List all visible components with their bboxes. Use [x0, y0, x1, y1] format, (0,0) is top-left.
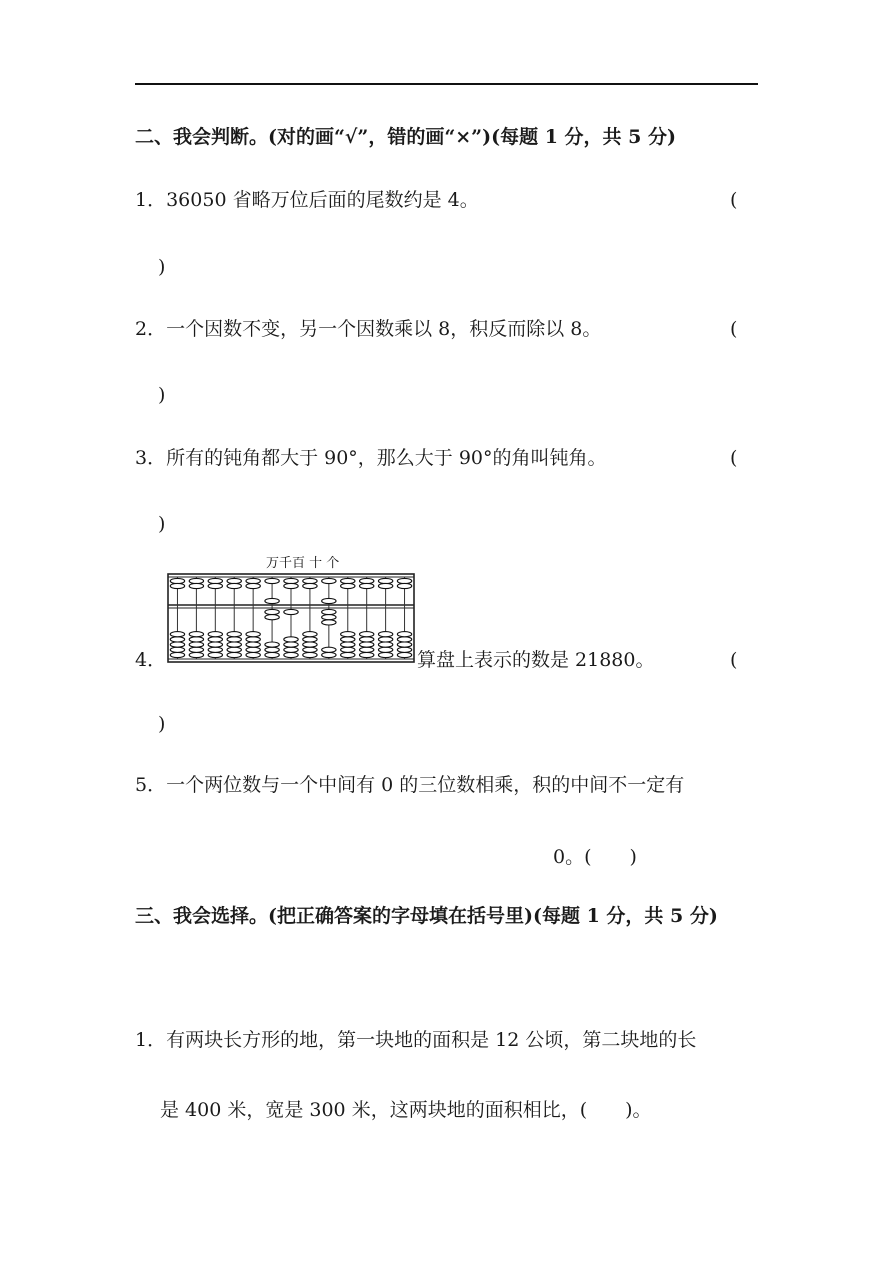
abacus-lower-bead: [208, 632, 222, 637]
abacus-lower-bead: [227, 652, 241, 657]
question-1-open-paren[interactable]: (: [730, 189, 738, 211]
abacus-lower-bead: [341, 652, 355, 657]
abacus-lower-bead: [303, 637, 317, 642]
abacus-lower-bead: [341, 637, 355, 642]
abacus-lower-bead: [208, 647, 222, 652]
question-4-number: 4．: [135, 649, 167, 671]
abacus-upper-bead: [284, 583, 298, 588]
abacus-upper-bead: [227, 578, 241, 583]
abacus-lower-bead: [246, 652, 260, 657]
abacus-upper-bead: [397, 578, 411, 583]
abacus-lower-bead-active: [322, 609, 336, 614]
abacus-lower-bead: [378, 632, 392, 637]
abacus-lower-bead: [378, 652, 392, 657]
abacus-upper-bead: [189, 583, 203, 588]
abacus-lower-bead: [303, 642, 317, 647]
abacus-lower-bead: [303, 632, 317, 637]
abacus-upper-bead: [322, 598, 336, 603]
abacus-lower-bead: [303, 647, 317, 652]
abacus-lower-bead: [170, 632, 184, 637]
abacus-lower-bead: [322, 652, 336, 657]
abacus-lower-bead: [284, 647, 298, 652]
abacus-lower-bead: [397, 647, 411, 652]
abacus-upper-bead: [189, 578, 203, 583]
abacus-upper-bead: [303, 583, 317, 588]
abacus-lower-bead: [189, 647, 203, 652]
abacus-lower-bead-active: [265, 609, 279, 614]
abacus-lower-bead: [170, 647, 184, 652]
abacus-lower-bead: [397, 637, 411, 642]
question-5-line1: 5．一个两位数与一个中间有 0 的三位数相乘，积的中间不一定有: [135, 774, 685, 796]
abacus-lower-bead: [359, 637, 373, 642]
abacus-upper-bead: [227, 583, 241, 588]
abacus-lower-bead: [246, 647, 260, 652]
abacus-upper-bead: [265, 598, 279, 603]
abacus-lower-bead: [189, 652, 203, 657]
abacus-lower-bead: [341, 647, 355, 652]
section3-heading: 三、我会选择。(把正确答案的字母填在括号里)(每题 1 分，共 5 分): [135, 905, 718, 927]
abacus-lower-bead: [227, 632, 241, 637]
abacus-upper-bead: [208, 583, 222, 588]
question-2-text: 2．一个因数不变，另一个因数乘以 8，积反而除以 8。: [135, 318, 602, 340]
abacus-upper-bead: [170, 583, 184, 588]
section3-question-1-line2[interactable]: 是 400 米，宽是 300 米，这两块地的面积相比，( )。: [160, 1099, 652, 1121]
abacus-lower-bead-active: [284, 609, 298, 614]
abacus-lower-bead: [359, 642, 373, 647]
section2-heading: 二、我会判断。(对的画“√”，错的画“×”)(每题 1 分，共 5 分): [135, 126, 676, 148]
question-3-close-paren[interactable]: ): [158, 513, 166, 535]
abacus-lower-bead: [246, 632, 260, 637]
abacus-lower-bead: [284, 637, 298, 642]
abacus-upper-bead: [359, 583, 373, 588]
abacus-lower-bead: [189, 632, 203, 637]
abacus-lower-bead: [303, 652, 317, 657]
question-1-text: 1．36050 省略万位后面的尾数约是 4。: [135, 189, 479, 211]
abacus-lower-bead: [359, 647, 373, 652]
abacus-upper-bead: [303, 578, 317, 583]
question-4-open-paren[interactable]: (: [730, 649, 738, 671]
abacus-lower-bead: [265, 652, 279, 657]
abacus-lower-bead: [208, 637, 222, 642]
abacus-upper-bead: [208, 578, 222, 583]
abacus-lower-bead: [322, 647, 336, 652]
abacus-lower-bead: [208, 642, 222, 647]
abacus-lower-bead: [170, 642, 184, 647]
abacus-lower-bead: [189, 642, 203, 647]
abacus-lower-bead: [246, 637, 260, 642]
abacus-lower-bead: [208, 652, 222, 657]
abacus-lower-bead: [265, 642, 279, 647]
abacus-lower-bead: [227, 642, 241, 647]
question-4-text: 算盘上表示的数是 21880。: [417, 649, 655, 671]
question-4-close-paren[interactable]: ): [158, 713, 166, 735]
abacus-lower-bead: [397, 632, 411, 637]
abacus-upper-bead: [265, 578, 279, 583]
abacus-lower-bead: [246, 642, 260, 647]
abacus-lower-bead: [341, 642, 355, 647]
abacus-upper-bead: [322, 578, 336, 583]
question-2-open-paren[interactable]: (: [730, 318, 738, 340]
abacus-lower-bead: [378, 642, 392, 647]
abacus-upper-bead: [170, 578, 184, 583]
abacus-lower-bead: [397, 642, 411, 647]
question-3-text: 3．所有的钝角都大于 90°，那么大于 90°的角叫钝角。: [135, 447, 607, 469]
question-2-close-paren[interactable]: ): [158, 384, 166, 406]
abacus-upper-bead: [359, 578, 373, 583]
abacus-upper-bead: [341, 578, 355, 583]
section3-question-1-line1: 1．有两块长方形的地，第一块地的面积是 12 公顷，第二块地的长: [135, 1029, 697, 1051]
abacus-upper-bead: [246, 583, 260, 588]
abacus-lower-bead: [189, 637, 203, 642]
abacus-lower-bead: [227, 647, 241, 652]
abacus-figure: [166, 552, 418, 664]
abacus-lower-bead: [378, 647, 392, 652]
abacus-lower-bead-active: [322, 615, 336, 620]
abacus-upper-bead: [378, 578, 392, 583]
abacus-lower-bead: [359, 652, 373, 657]
abacus-lower-bead: [359, 632, 373, 637]
abacus-lower-bead: [227, 637, 241, 642]
question-1-close-paren[interactable]: ): [158, 256, 166, 278]
abacus-lower-bead: [284, 642, 298, 647]
abacus-lower-bead: [265, 647, 279, 652]
abacus-upper-bead: [341, 583, 355, 588]
top-rule: [135, 83, 758, 85]
abacus-lower-bead: [284, 652, 298, 657]
abacus-lower-bead: [170, 637, 184, 642]
abacus-upper-bead: [284, 578, 298, 583]
question-5-line2[interactable]: 0。( ): [553, 846, 637, 868]
abacus-upper-bead: [378, 583, 392, 588]
abacus-lower-bead: [341, 632, 355, 637]
abacus-lower-bead: [378, 637, 392, 642]
abacus-lower-bead-active: [265, 615, 279, 620]
abacus-upper-bead: [397, 583, 411, 588]
abacus-lower-bead: [397, 652, 411, 657]
abacus-lower-bead-active: [322, 620, 336, 625]
abacus-upper-bead: [246, 578, 260, 583]
question-3-open-paren[interactable]: (: [730, 447, 738, 469]
abacus-lower-bead: [170, 652, 184, 657]
abacus-place-labels: 万千百 十 个: [266, 556, 340, 571]
